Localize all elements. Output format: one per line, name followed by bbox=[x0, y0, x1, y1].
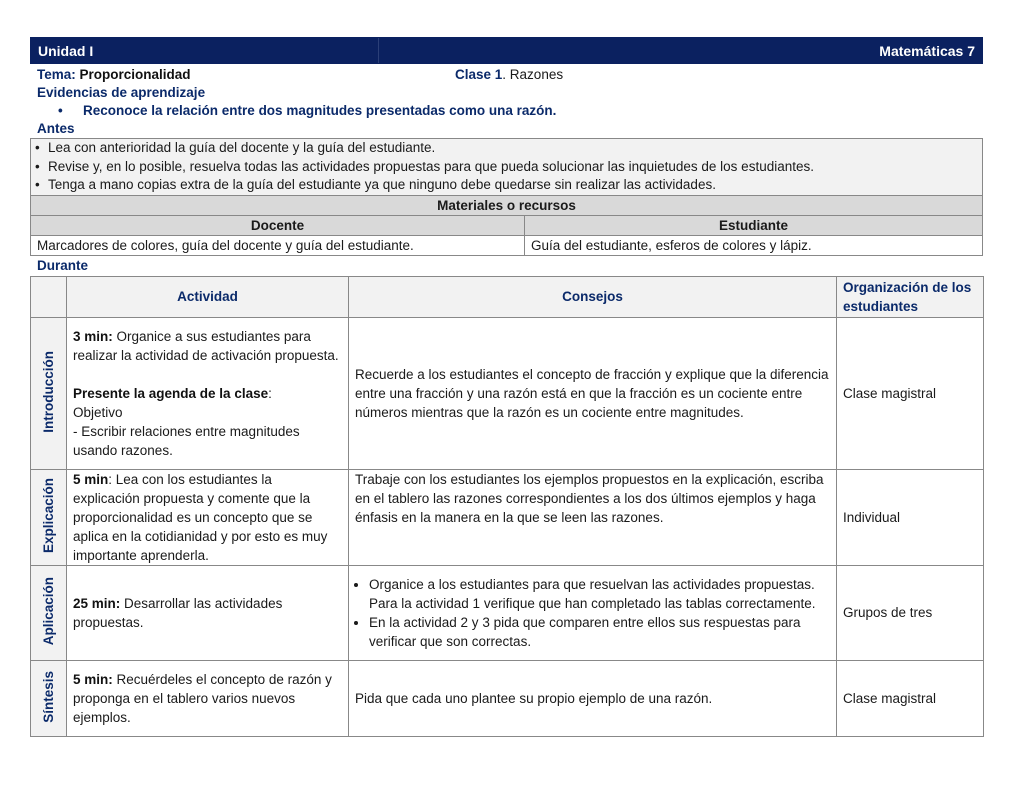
consejos-cell: Recuerde a los estudiantes el concepto de fracción y explique que la diferencia entre una fracción y una razón está en que la fracción es un cociente entre números mientras que la razón es un cociente entre magnitudes. bbox=[349, 317, 837, 469]
evidence-item bbox=[30, 102, 983, 120]
table-row bbox=[31, 469, 984, 565]
activity-time: 5 min: bbox=[73, 671, 113, 687]
organizacion-cell: Grupos de tres bbox=[837, 565, 984, 660]
estudiante-materials: Guía del estudiante, esferos de colores y lápiz. bbox=[531, 237, 812, 253]
actividad-header: Actividad bbox=[67, 276, 349, 317]
clase bbox=[455, 67, 563, 82]
phase-label: Síntesis bbox=[41, 670, 56, 723]
antes-list bbox=[30, 138, 983, 196]
consejos-item: • En la actividad 2 y 3 pida que comparen entre ellos sus respuestas para verificar que son correctas. bbox=[369, 613, 830, 651]
organizacion-cell: Individual bbox=[837, 469, 984, 565]
table-row bbox=[31, 660, 984, 736]
evidence-text: Reconoce la relación entre dos magnitudes presentadas como una razón. bbox=[83, 103, 557, 118]
agenda-colon: : bbox=[268, 385, 272, 401]
agenda-label: Presente la agenda de la clase bbox=[73, 385, 269, 401]
antes-item-text: Revise y, en lo posible, resuelva todas las actividades propuestas para que pueda solucionar las inquietudes de los estudiantes. bbox=[48, 158, 814, 174]
bullet-icon: • bbox=[35, 158, 40, 174]
clase-label: Clase 1 bbox=[455, 67, 503, 82]
activity-time: 25 min: bbox=[73, 595, 121, 611]
lesson-plan-page bbox=[30, 37, 983, 737]
consejos-cell bbox=[349, 469, 837, 565]
phase-header bbox=[31, 276, 67, 317]
durante-table bbox=[30, 276, 984, 737]
consejos-cell: Pida que cada uno plantee su propio ejemplo de una razón. bbox=[349, 660, 837, 736]
table-header-row bbox=[31, 276, 984, 317]
antes-title: Antes bbox=[37, 121, 75, 136]
clase-value: . Razones bbox=[502, 67, 564, 82]
bullet-icon: • bbox=[58, 103, 63, 118]
phase-cell bbox=[31, 565, 67, 660]
antes-item bbox=[31, 176, 982, 195]
activity-text: Recuérdeles el concepto de razón y proponga en el tablero varios nuevos ejemplos. bbox=[73, 671, 332, 725]
table-row bbox=[31, 317, 984, 469]
consejos-header: Consejos bbox=[349, 276, 837, 317]
phase-cell bbox=[31, 660, 67, 736]
activity-text: : Lea con los estudiantes la explicación propuesta y comente que la proporcionalidad es un concepto que se aplica en la cotidianidad y por esto es muy importante aprenderla. bbox=[73, 471, 328, 563]
antes-item bbox=[31, 139, 982, 158]
organizacion-cell: Clase magistral bbox=[837, 660, 984, 736]
consejos-text: Trabaje con los estudiantes los ejemplos propuestos en la explicación, escriba en el tablero las razones correspondientes a los dos últimos ejemplos y haga énfasis en la manera en la que se leen las razones. bbox=[355, 471, 824, 525]
actividad-cell bbox=[67, 317, 349, 469]
organizacion-cell: Clase magistral bbox=[837, 317, 984, 469]
actividad-cell bbox=[67, 660, 349, 736]
bullet-icon: • bbox=[35, 177, 40, 192]
materiales-title: Materiales o recursos bbox=[30, 196, 983, 216]
docente-materials: Marcadores de colores, guía del docente y guía del estudiante. bbox=[31, 236, 525, 255]
consejos-list bbox=[355, 575, 830, 651]
consejos-cell bbox=[349, 565, 837, 660]
objetivo-item: - Escribir relaciones entre magnitudes usando razones. bbox=[73, 423, 300, 458]
bullet-icon: • bbox=[35, 140, 40, 155]
materiales-header-row bbox=[30, 216, 983, 236]
evidencias-title: Evidencias de aprendizaje bbox=[37, 85, 206, 100]
activity-text: Organice a sus estudiantes para realizar la actividad de activación propuesta. bbox=[73, 328, 339, 363]
unit-title: Unidad I bbox=[31, 38, 379, 63]
table-row bbox=[31, 565, 984, 660]
phase-label: Aplicación bbox=[41, 576, 56, 646]
antes-item bbox=[31, 158, 982, 177]
docente-header: Docente bbox=[31, 216, 525, 235]
activity-text: Desarrollar las actividades propuestas. bbox=[73, 595, 283, 630]
activity-time: 5 min bbox=[73, 471, 109, 487]
actividad-cell bbox=[67, 469, 349, 565]
antes-item-text: Lea con anterioridad la guía del docente y la guía del estudiante. bbox=[48, 140, 436, 155]
materiales-row bbox=[30, 236, 983, 256]
antes-item-text: Tenga a mano copias extra de la guía del estudiante ya que ninguno debe quedarse sin realizar las actividades. bbox=[48, 177, 716, 192]
durante-title: Durante bbox=[37, 257, 89, 273]
tema-value: Proporcionalidad bbox=[79, 67, 191, 82]
phase-label: Explicación bbox=[41, 477, 56, 554]
phase-cell bbox=[31, 317, 67, 469]
tema-label: Tema: bbox=[37, 67, 76, 82]
tema-row bbox=[30, 64, 983, 84]
objetivo-label: Objetivo bbox=[73, 404, 123, 420]
subject-title: Matemáticas 7 bbox=[879, 42, 975, 59]
consejos-item: • Organice a los estudiantes para que resuelvan las actividades propuestas. Para la actividad 1 verifique que han completado las tablas correctamente. bbox=[369, 575, 830, 613]
tema bbox=[37, 67, 191, 82]
organizacion-header: Organización de los estudiantes bbox=[837, 276, 984, 317]
estudiante-header: Estudiante bbox=[718, 217, 788, 233]
phase-label: Introducción bbox=[41, 350, 56, 433]
phase-cell bbox=[31, 469, 67, 565]
actividad-cell bbox=[67, 565, 349, 660]
activity-time: 3 min: bbox=[73, 328, 113, 344]
unit-header-bar bbox=[30, 37, 983, 64]
